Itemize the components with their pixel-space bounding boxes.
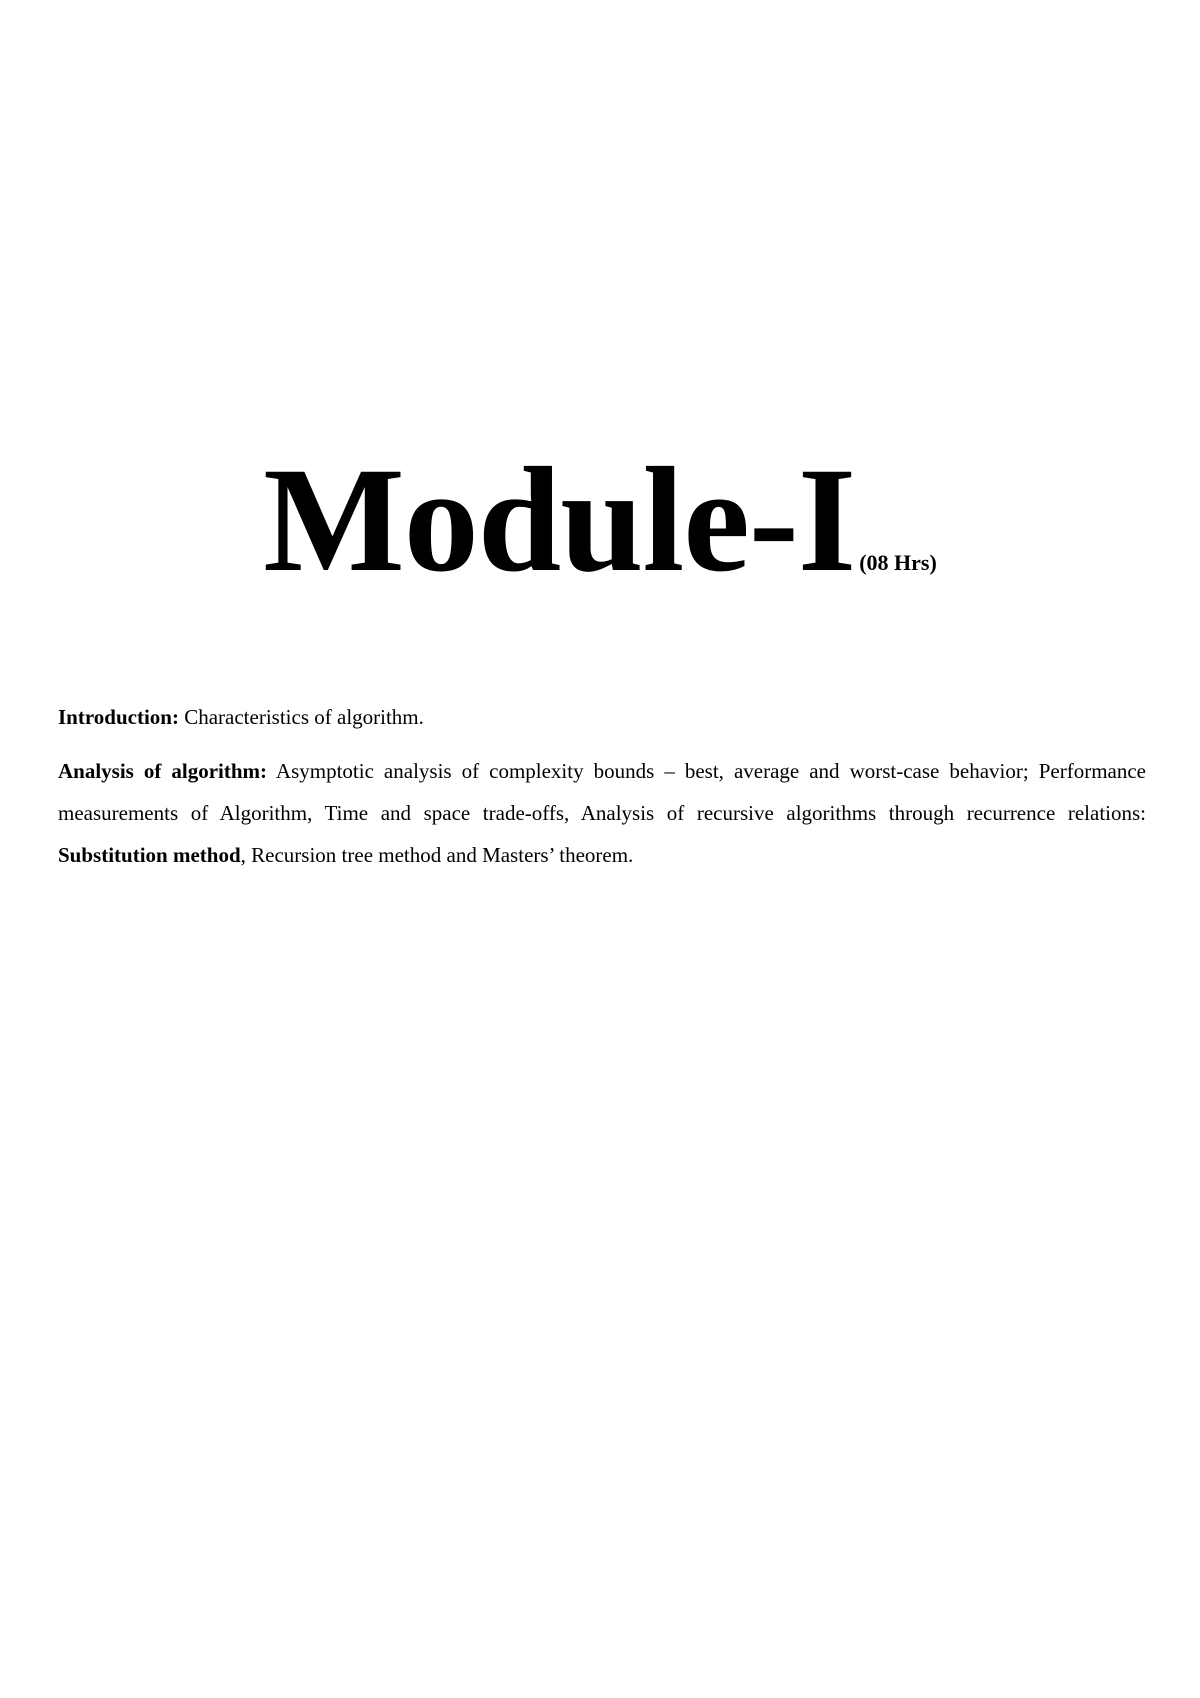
analysis-text-after: , Recursion tree method and Masters’ theorem. (240, 843, 634, 867)
module-content (58, 696, 1146, 890)
analysis-label: Analysis of algorithm: (58, 759, 268, 783)
analysis-paragraph (58, 750, 1146, 876)
analysis-text-before: Asymptotic analysis of complexity bounds – best, average and worst-case behavior; Performance measurements of Algorithm, Time and space trade-offs, Analysis of recursive algorithms through recurrence relations: (58, 759, 1147, 825)
module-heading (0, 437, 1200, 603)
introduction-text: Characteristics of algorithm. (178, 705, 424, 729)
module-hours: (08 Hrs) (859, 550, 937, 575)
substitution-method-term: Substitution method (58, 843, 241, 867)
introduction-label: Introduction: (58, 705, 179, 729)
module-title: Module-I (263, 437, 856, 603)
introduction-paragraph (58, 696, 1146, 738)
